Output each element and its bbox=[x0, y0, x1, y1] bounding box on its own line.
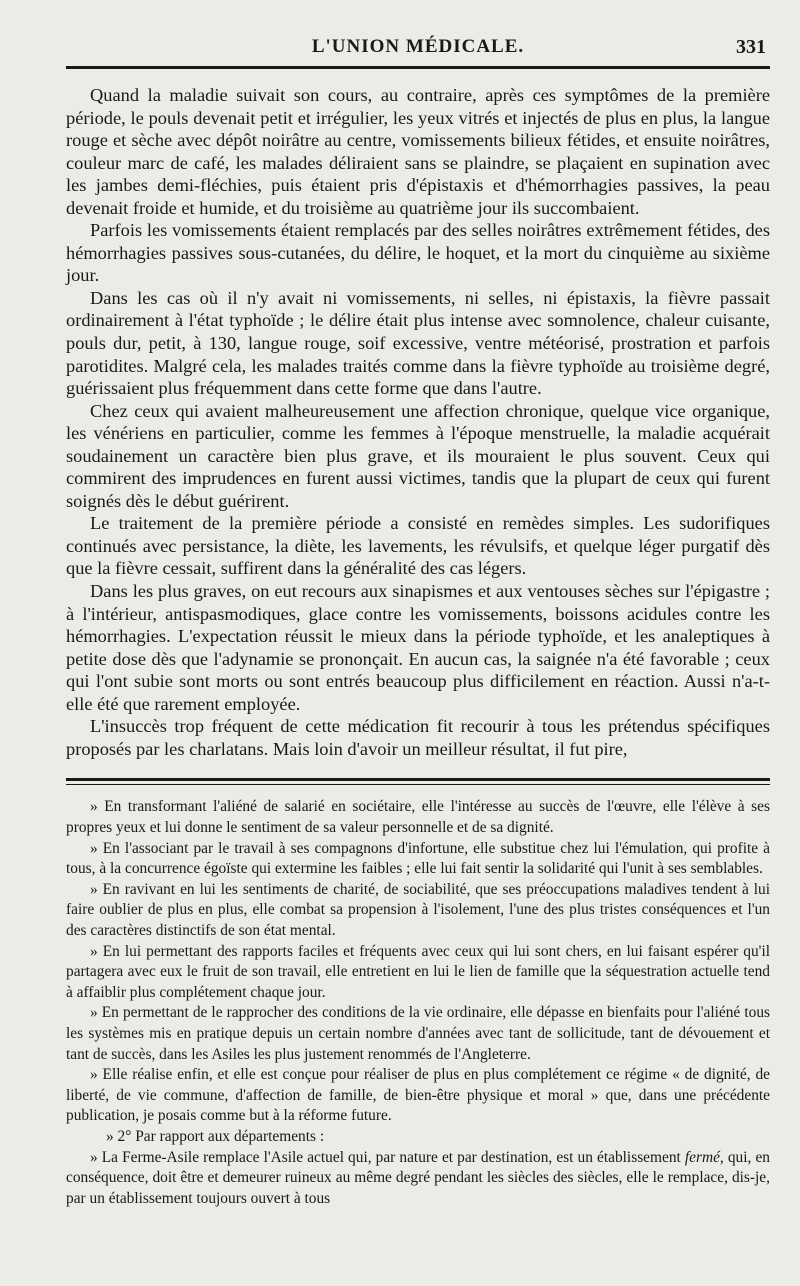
footnote-paragraph: » En permettant de le rapprocher des conditions de la vie ordinaire, elle dépasse en bienfaits pour l'aliéné tous les systèmes mis en pratique depuis un certain nombre d'années avec tant de sollicitude, tant de dévouement et tant de succès, dans les Asiles les plus justement renommés de l'Angleterre. bbox=[66, 1004, 770, 1063]
footnote-paragraph bbox=[66, 1148, 770, 1210]
footnote-paragraph: » En transformant l'aliéné de salarié en sociétaire, elle l'intéresse au succès de l'œuvre, elle l'élève à ses propres yeux et lui donne le sentiment de sa valeur personnelle et de sa dignité. bbox=[66, 798, 770, 836]
footnote-text bbox=[66, 797, 770, 1209]
main-paragraph: L'insuccès trop fréquent de cette médication fit recourir à tous les prétendus spécifiques proposés par les charlatans. Mais loin d'avoir un meilleur résultat, il fut pire, bbox=[66, 716, 770, 759]
main-paragraph: Le traitement de la première période a consisté en remèdes simples. Les sudorifiques continués avec persistance, la diète, les lavements, les révulsifs, et quelque léger purgatif dès que la fièvre cessait, suffirent dans la généralité des cas légers. bbox=[66, 513, 770, 579]
main-paragraph: Dans les cas où il n'y avait ni vomissements, ni selles, ni épistaxis, la fièvre passait ordinairement à l'état typhoïde ; le délire était plus intense avec somnolence, chaleur cuisante, pouls dur, petit, à 130, langue rouge, soif excessive, ventre météorisé, prostration et parfois parotidites. Malgré cela, les malades traités comme dans la fièvre typhoïde au troisième degré, guérissaient plus fréquemment dans cette forme que dans l'autre. bbox=[66, 287, 770, 399]
footnote-paragraph: » En ravivant en lui les sentiments de charité, de sociabilité, que ses préoccupations maladives tendent à lui faire oublier de plus en plus, elle combat sa propension à l'isolement, l'une des plus tristes conséquences et l'un des caractères distinctifs de son état mental. bbox=[66, 880, 770, 939]
footnote-paragraph: » En lui permettant des rapports faciles et fréquents avec ceux qui lui sont chers, en lui faisant espérer qu'il partagera avec eux le fruit de son travail, elle entretient en lui le lien de famille que la séquestration actuelle tend à affaiblir plus complétement chaque jour. bbox=[66, 942, 770, 1001]
footnote-separator bbox=[66, 778, 770, 785]
main-paragraph: Quand la maladie suivait son cours, au contraire, après ces symptômes de la première période, le pouls devenait petit et irrégulier, les yeux vitrés et injectés de plus en plus, la langue rouge et sèche avec dépôt noirâtre au centre, vomissements bilieux fétides, et ensuite noirâtres, couleur marc de café, les malades déliraient sans se plaindre, se plaçaient en supination avec les jambes demi-fléchies, puis étaient pris d'épistaxis et d'hémorrhagies passives, la peau devenait froide et humide, et du troisième au quatrième jour ils succombaient. bbox=[66, 85, 770, 218]
page-number: 331 bbox=[736, 36, 766, 58]
header-rule bbox=[66, 66, 770, 69]
footnote-last-end: , qui, en conséquence, doit être et demeurer ruineux au même degré pendant les siècles des siècles, elle le remplace, dis-je, par un établissement toujours ouvert à tous bbox=[66, 1148, 770, 1207]
footnote-paragraph: » Elle réalise enfin, et elle est conçue pour réaliser de plus en plus complétement ce régime « de dignité, de liberté, de vie commune, d'affection de famille, de bien-être physique et moral » que, dans une précédente publication, je posais comme but à la réforme future. bbox=[66, 1066, 770, 1125]
main-paragraph: Chez ceux qui avaient malheureusement une affection chronique, quelque vice organique, les vénériens en particulier, comme les femmes à l'époque menstruelle, la maladie acquérait soudainement un caractère bien plus grave, et ils mouraient le plus souvent. Ceux qui commirent des imprudences en furent aussi victimes, tandis que la plupart de ceux qui furent soignés dès le début guérirent. bbox=[66, 400, 770, 511]
footnote-heading: » 2° Par rapport aux départements : bbox=[106, 1127, 325, 1145]
main-text bbox=[66, 84, 770, 760]
footnote-paragraph: » En l'associant par le travail à ses compagnons d'infortune, elle substitue chez lui l'émulation, qui profite à tous, à la concurrence égoïste qui extermine les faibles ; elle lui fait sentir la solidarité qui l'unit à ses semblables. bbox=[66, 839, 770, 878]
main-paragraph: Parfois les vomissements étaient remplacés par des selles noirâtres extrêmement fétides, des hémorrhagies passives sous-cutanées, du délire, le hoquet, et la mort du cinquième au sixième jour. bbox=[66, 220, 770, 286]
footnote-last-start: » La Ferme-Asile remplace l'Asile actuel qui, par nature et par destination, est un établissement bbox=[90, 1148, 685, 1166]
footnote-last-italic: fermé bbox=[684, 1148, 720, 1166]
running-title: L'UNION MÉDICALE. bbox=[311, 36, 525, 57]
main-paragraph: Dans les plus graves, on eut recours aux sinapismes et aux ventouses sèches sur l'épigastre ; à l'intérieur, antispasmodiques, glace contre les vomissements, boissons acidules contre les hémorrhagies. L'expectation réussit le mieux dans la période typhoïde, et les analeptiques à petite dose dès que l'adynamie se prononçait. En aucun cas, la saignée n'a été favorable ; ceux qui l'ont subie sont morts ou sont entrés beaucoup plus difficilement en réaction. Aussi n'a-t-elle été que rarement employée. bbox=[66, 581, 770, 714]
page-header bbox=[66, 0, 770, 70]
